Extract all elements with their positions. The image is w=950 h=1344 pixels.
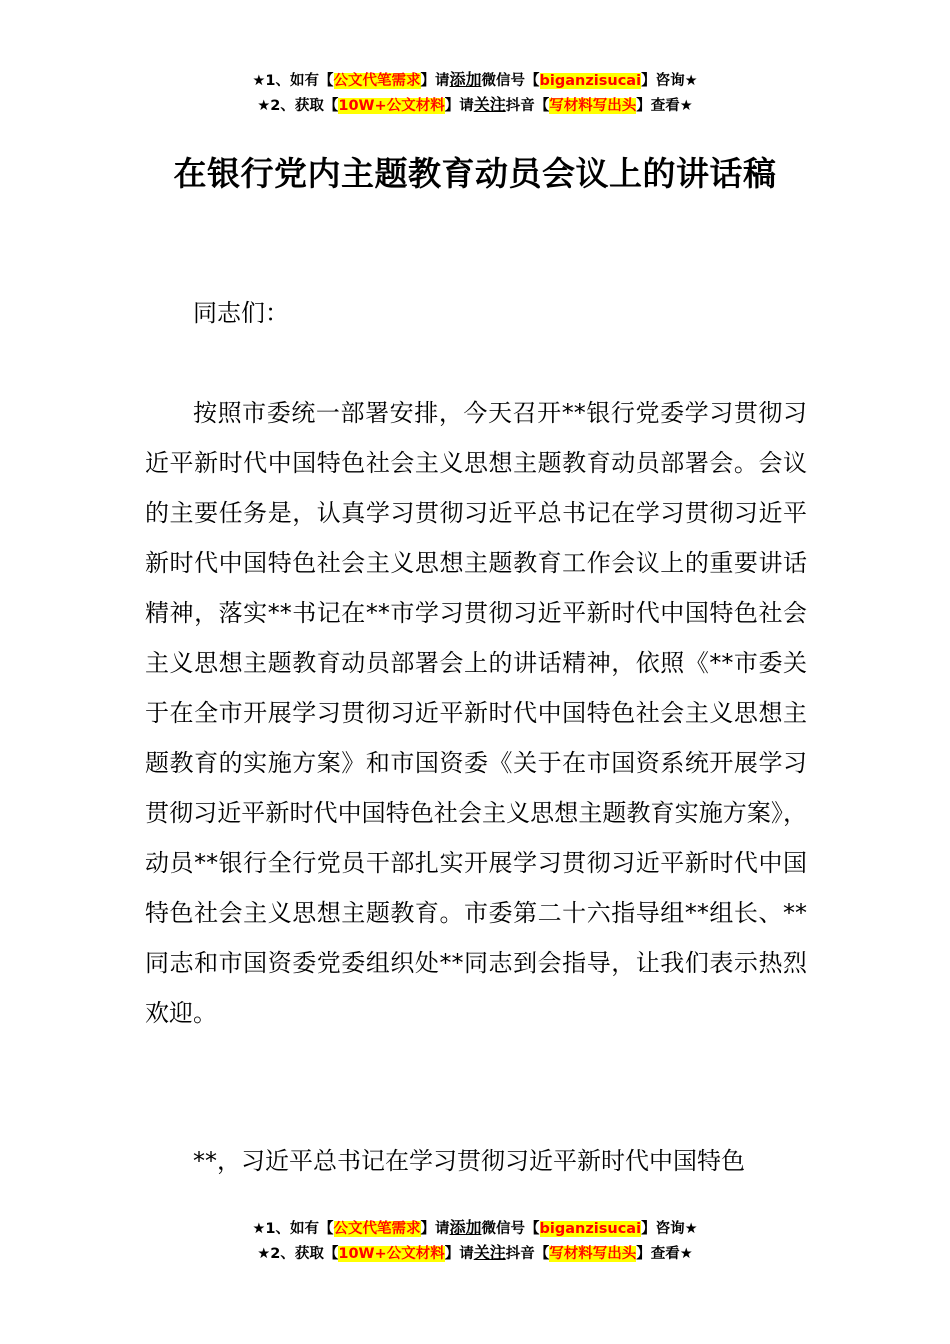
banner-text: 】请 [444, 98, 474, 114]
banner-highlight: 10W+公文材料 [338, 1246, 445, 1262]
banner-underline: 关注 [473, 1243, 506, 1262]
banner-line-2 [0, 1241, 950, 1266]
banner-text: 】咨询★ [641, 1221, 698, 1237]
banner-text: ★2、获取【 [257, 1246, 339, 1262]
salutation: 同志们： [193, 299, 289, 327]
paragraph-2: **，习近平总书记在学习贯彻习近平新时代中国特色 [193, 1147, 745, 1175]
banner-line-1 [0, 68, 950, 93]
banner-text: 】请 [420, 73, 450, 89]
banner-line-2 [0, 93, 950, 118]
banner-underline: 添加 [449, 1218, 482, 1237]
paragraph-1: 按照市委统一部署安排，今天召开**银行党委学习贯彻习近平新时代中国特色社会主义思想主题教育动员部署会。会议的主要任务是，认真学习贯彻习近平总书记在学习贯彻习近平新时代中国特色社会主义思想主题教育工作会议上的重要讲话精神，落实**书记在**市学习贯彻习近平新时代中国特色社会主义思想主题教育动员部署会上的讲话精神，依照《**市委关于在全市开展学习贯彻习近平新时代中国特色社会主义思想主题教育的实施方案》和市国资委《关于在市国资系统开展学习贯彻习近平新时代中国特色社会主义思想主题教育实施方案》，动员**银行全行党员干部扎实开展学习贯彻习近平新时代中国特色社会主义思想主题教育。市委第二十六指导组**组长、**同志和市国资委党委组织处**同志到会指导，让我们表示热烈欢迎。 [145, 399, 807, 1027]
banner-text: 抖音【 [505, 98, 550, 114]
footer-banner [0, 1216, 950, 1266]
banner-text: ★2、获取【 [257, 98, 339, 114]
banner-text: 微信号【 [481, 1221, 540, 1237]
banner-underline: 添加 [449, 70, 482, 89]
banner-highlight-douyin: 写材料写出头 [549, 1246, 637, 1262]
banner-highlight: 公文代笔需求 [333, 1221, 421, 1237]
banner-text: 】请 [420, 1221, 450, 1237]
banner-highlight: 10W+公文材料 [338, 98, 445, 114]
banner-text: 】咨询★ [641, 73, 698, 89]
banner-highlight-wechat: biganzisucai [539, 1221, 642, 1237]
banner-highlight: 公文代笔需求 [333, 73, 421, 89]
banner-text: 微信号【 [481, 73, 540, 89]
banner-text: 】查看★ [636, 1246, 693, 1262]
banner-text: ★1、如有【 [252, 1221, 334, 1237]
banner-text: 】请 [444, 1246, 474, 1262]
banner-text: ★1、如有【 [252, 73, 334, 89]
banner-text: 】查看★ [636, 98, 693, 114]
document-title: 在银行党内主题教育动员会议上的讲话稿 [173, 154, 777, 193]
banner-line-1 [0, 1216, 950, 1241]
banner-underline: 关注 [473, 95, 506, 114]
banner-highlight-wechat: biganzisucai [539, 73, 642, 89]
header-banner [0, 68, 950, 118]
banner-text: 抖音【 [505, 1246, 550, 1262]
banner-highlight-douyin: 写材料写出头 [549, 98, 637, 114]
